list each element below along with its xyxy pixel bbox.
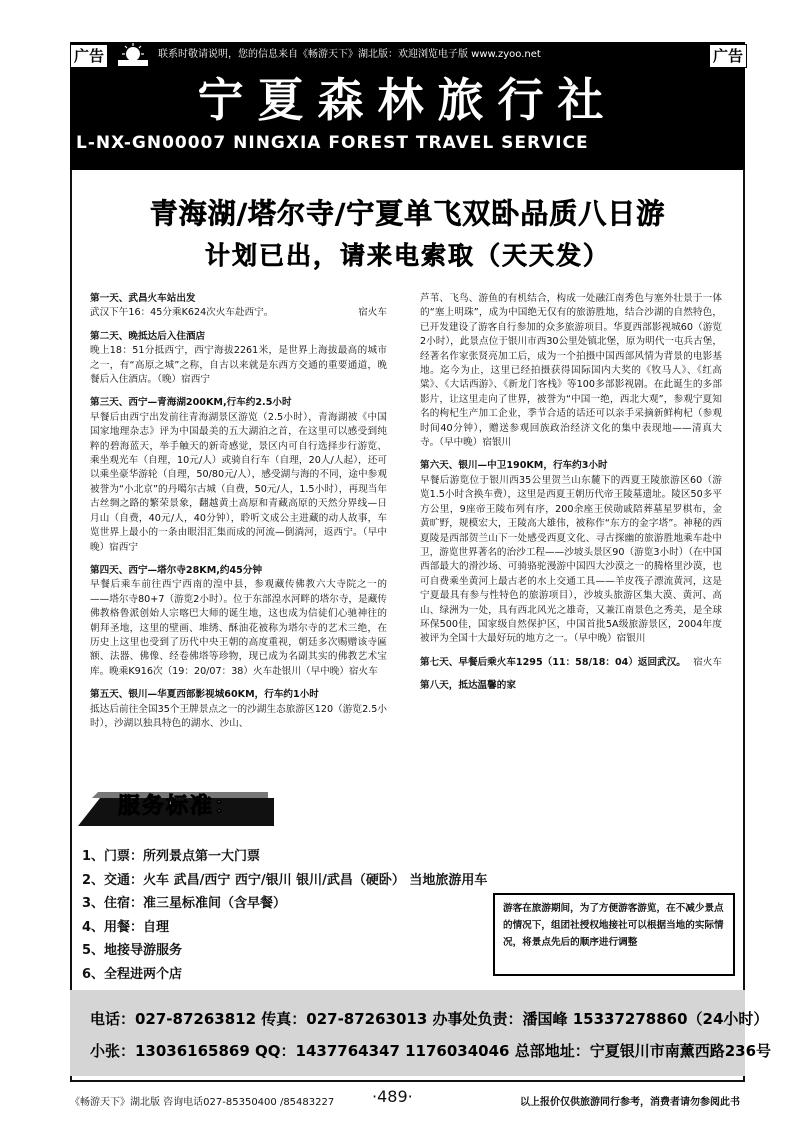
day-body: 早餐后乘车前往西宁西南的湟中县，参观藏传佛教六大寺院之一的——塔尔寺80+7（游览2小时）。位于东部湟水河畔的塔尔寺，是藏传佛教格鲁派创始人宗喀巴大师的诞生地，这也成为信徒们心驰神往的朝拜圣地，这里的壁画、堆绣、酥油花被称为塔尔寺的艺术三绝，在历史上这里也受到了历代中央王朝的高度重视，朝廷多次赐赠该寺匾额、法器、佛像、经卷佛塔等珍物，现已成为名副其实的佛教艺术宝库。晚乘K916次（19：20/07：38）火车赴银川（早中晚）宿火车: [90, 579, 387, 677]
itinerary-day: [90, 688, 387, 731]
footer-publication: 《畅游天下》湖北版 咨询电话027-85350400 /85483227: [70, 1097, 335, 1108]
itinerary-right-column: [420, 292, 722, 703]
day-title: 第三天、西宁—青海湖200KM,行车约2.5小时: [90, 397, 292, 409]
itinerary-day: [420, 679, 722, 693]
day-body: 晚上18：51分抵西宁，西宁海拔2261米，是世界上海拔最高的城市之一，有“高原之城”之称，自古以来就是东西方交通的重要通道，晚餐后入住酒店。（晚）宿西宁: [90, 345, 387, 386]
footer-disclaimer: 以上报价仅供旅游同行参考，消费者请勿参阅此书: [520, 1097, 740, 1108]
service-item: 1、门票：所列景点第一大门票: [82, 849, 261, 864]
day-title: 第一天、武昌火车站出发: [90, 293, 196, 304]
day-body: 武汉下午16：45分乘K624次火车赴西宁。: [90, 307, 274, 319]
day-body: 芦苇、飞鸟、游鱼的有机结合，构成一处融江南秀色与塞外壮景于一体的“塞上明珠”，成为中国绝无仅有的旅游胜地，结合沙湖的自然特色，已开发建设了游客自行参加的众多旅游项目。华夏西部影视城60（游览2小时），此景点位于银川市西30公里处镇北堡，原为明代一屯兵古堡，经著名作家张贤亮加工后，成为一个拍摄中国西部风情为背景的电影基地。迄今为止，这里已经拍摄获得国际国内大奖的《牧马人》、《红高粱》、《大话西游》、《新龙门客栈》等100多部影视剧。在此诞生的多部影片，让这里走向了世界，被誉为“中国一绝，西北大观”，参观宁夏知名的枸杞生产加工企业，季节合适的话还可以亲手采摘新鲜枸杞（参观时间40分钟），赠送参观回族政治经济文化的集中表现地——清真大寺。（早中晚）宿银川: [420, 293, 722, 449]
itinerary-day: [90, 292, 387, 321]
day-body: 抵达后前往全国35个王牌景点之一的沙湖生态旅游区120（游览2.5小时），沙湖以独具特色的湖水、沙山、: [90, 703, 387, 729]
ad-label-right: 广告: [709, 44, 747, 68]
itinerary-left-column: [90, 292, 387, 740]
day-title: 第八天，抵达温馨的家: [420, 680, 516, 692]
day-title: 第六天、银川—中卫190KM，行车约3小时: [420, 460, 608, 472]
service-item: 5、地接导游服务: [82, 943, 183, 958]
itinerary-day: [420, 656, 722, 670]
itinerary-day: [90, 564, 387, 679]
day-body: 早餐后由西宁出发前往青海湖景区游览（2.5小时），青海湖被《中国国家地理杂志》评为中国最美的五大湖泊之首，在这里可以感受到纯粹的碧海蓝天，举手触天的新奇感觉，景区内可自行选择步行游览、乘坐观光车（自理，10元/人）或骑自行车（自理，20人/人起），还可以乘坐豪华游轮（自理，50/80元/人），感受湖与海的不同，途中参观被誉为“小北京”的丹噶尔古城（自费，50元/人，1.5小时），再现当年古丝绸之路的繁荣景象，翻越黄土高原和青藏高原的天然分界线—日月山（自费，40元/人，40分钟），聆听文成公主进藏的动人故事，车览世界上最小的一条由眼泪汇集而成的河流—倒淌河，返西宁。（早中晚）宿西宁: [90, 411, 387, 553]
service-item: 2、交通：火车 武昌/西宁 西宁/银川 银川/武昌（硬卧） 当地旅游用车: [82, 872, 488, 888]
magazine-logo-icon: [112, 42, 154, 68]
service-item: 3、住宿：准三星标准间（含早餐）: [82, 896, 287, 911]
page-number: ·489·: [372, 1087, 413, 1106]
service-banner-title: 服务标准：: [118, 794, 239, 819]
day-note: 宿火车: [358, 307, 387, 319]
service-item: 4、用餐：自理: [82, 919, 170, 935]
itinerary-day: [420, 459, 722, 646]
service-list: [82, 845, 487, 986]
day-title: 第二天、晚抵达后入住酒店: [90, 330, 206, 342]
contact-notice-line: 联系时敬请说明，您的信息来自《畅游天下》湖北版：欢迎浏览电子版 www.zyoo.net: [158, 49, 541, 60]
service-item: 6、全程进两个店: [82, 966, 183, 982]
contact-line-1: 电话：027-87263812 传真：027-87263013 办事处负责：潘国峰 15337278860（24小时）: [90, 1010, 769, 1028]
itinerary-day: [90, 330, 387, 388]
day-title: 第七天、早餐后乘火车1295（11：58/18：04）返回武汉。: [420, 656, 686, 668]
contact-line-2: 小张：13036165869 QQ：1437764347 1176034046 总部地址：宁夏银川市南薰西路236号: [90, 1042, 772, 1060]
company-title: 宁夏森林旅行社: [197, 73, 618, 127]
tour-headline: 青海湖/塔尔寺/宁夏单飞双卧品质八日游: [149, 197, 666, 230]
ad-label-left: 广告: [70, 44, 108, 68]
adjustment-notice: 游客在旅游期间，为了方便游客游览，在不减少景点的情况下，组团社授权地接社可以根据当地的实际情况，将景点先后的顺序进行调整: [493, 893, 735, 976]
day-note: 宿火车: [693, 656, 722, 668]
contact-panel: [70, 990, 772, 1076]
tour-subheadline: 计划已出，请来电索取（天天发）: [204, 241, 610, 270]
day-title: 第四天、西宁—塔尔寺28KM,约45分钟: [90, 564, 263, 576]
day-title: 第五天、银川—华夏西部影视城60KM，行车约1小时: [90, 689, 319, 701]
day-body: 早餐后游览位于银川西35公里贺兰山东麓下的西夏王陵旅游区60（游览1.5小时含换车费），这里是西夏王朝历代帝王陵墓遗址。陵区50多平方公里，9座帝王陵布列有序，200余座王侯勋戚陪葬墓星罗棋布，金黄旷野，规模宏大，王陵高大雄伟，被称作“东方的金字塔”。神秘的西夏陵是西部贺兰山下一处感受西夏文化、寻古探幽的旅游胜地乘车赴中卫，游览世界著名的治沙工程——沙坡头景区90（游览3小时）（在中国西部最大的滑沙场、可骑骆驼漫游中国四大沙漠之一的腾格里沙漠，也可自费乘坐黄河上最古老的水上交通工具——羊皮筏子漂流黄河，这是宁夏最具有参与性特色的旅游项目），沙坡头旅游区集大漠、黄河、高山、绿洲为一处，具有西北风光之雄奇，又兼江南景色之秀美，是全球环保500佳，国家级自然保护区，中国首批5A级旅游景区，2004年度被评为全国十大最好玩的地方之一。（早中晚）宿银川: [420, 474, 722, 645]
itinerary-day: [420, 292, 722, 450]
license-line: L-NX-GN00007 NINGXIA FOREST TRAVEL SERVICE: [76, 133, 589, 153]
itinerary-day: [90, 396, 387, 554]
